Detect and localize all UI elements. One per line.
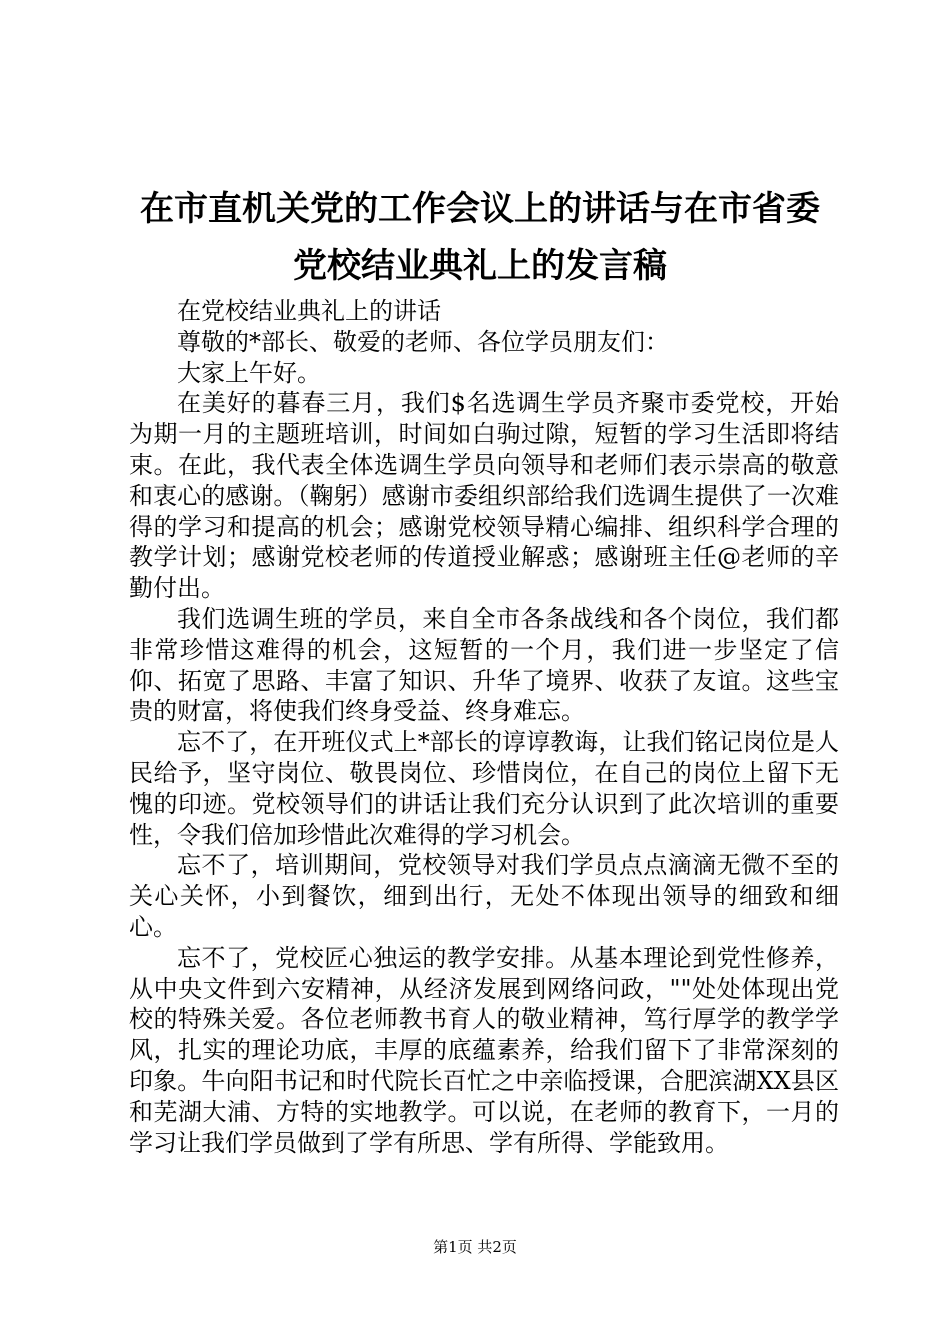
paragraph-salutation: 尊敬的*部长、敬爱的老师、各位学员朋友们： <box>177 327 669 356</box>
paragraph: 在美好的暮春三月，我们$名选调生学员齐聚市委党校，开始为期一月的主题班培训，时间如白驹过隙，短暂的学习生活即将结束。在此，我代表全体选调生学员向领导和老师们表示崇高的敬意和衷心的感谢。（鞠躬）感谢市委组织部给我们选调生提供了一次难得的学习和提高的机会；感谢党校领导精心编排、组织科学合理的教学计划；感谢党校老师的传道授业解惑；感谢班主任@老师的辛勤付出。 <box>129 389 839 603</box>
document-body <box>129 296 839 1158</box>
paragraph-greeting: 大家上午好。 <box>177 358 321 387</box>
paragraph: 我们选调生班的学员，来自全市各条战线和各个岗位，我们都非常珍惜这难得的机会，这短暂的一个月，我们进一步坚定了信仰、拓宽了思路、丰富了知识、升华了境界、收获了友谊。这些宝贵的财富，将使我们终身受益、终身难忘。 <box>129 604 839 726</box>
page-footer: 第1页 共2页 <box>433 1238 517 1256</box>
document-title-line-2: 党校结业典礼上的发言稿 <box>293 246 667 286</box>
paragraph-heading: 在党校结业典礼上的讲话 <box>177 297 441 325</box>
paragraph: 忘不了，在开班仪式上*部长的谆谆教诲，让我们铭记岗位是人民给予，坚守岗位、敬畏岗位、珍惜岗位，在自己的岗位上留下无愧的印迹。党校领导们的讲话让我们充分认识到了此次培训的重要性，令我们倍加珍惜此次难得的学习机会。 <box>129 728 839 849</box>
paragraph: 忘不了，培训期间，党校领导对我们学员点点滴滴无微不至的关心关怀，小到餐饮，细到出行，无处不体现出领导的细致和细心。 <box>129 851 839 941</box>
paragraph: 忘不了，党校匠心独运的教学安排。从基本理论到党性修养，从中央文件到六安精神，从经济发展到网络问政，""处处体现出党校的特殊关爱。各位老师教书育人的敬业精神，笃行厚学的教学学风，扎实的理论功底，丰厚的底蕴素养，给我们留下了非常深刻的印象。牛向阳书记和时代院长百忙之中亲临授课，合肥滨湖XX县区和芜湖大浦、方特的实地教学。可以说，在老师的教育下，一月的学习让我们学员做到了学有所思、学有所得、学能致用。 <box>129 943 839 1157</box>
document-title-line-1: 在市直机关党的工作会议上的讲话与在市省委 <box>140 189 820 229</box>
